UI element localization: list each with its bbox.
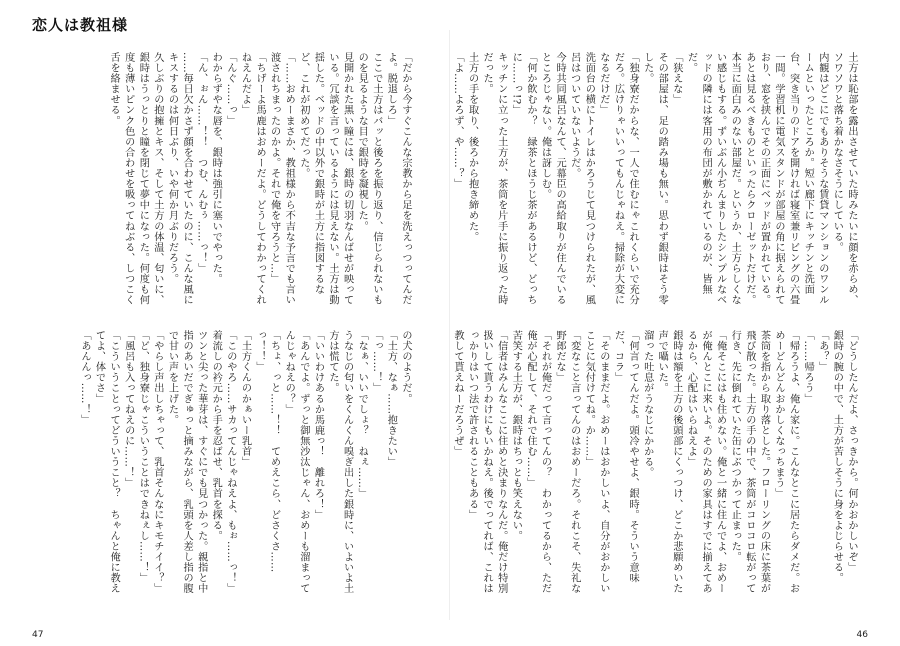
text-line: 「それが俺だって言ってんの？ わかってるから、ただ俺が心配して、それで住む……」 <box>524 330 551 594</box>
right-page-bottom-text <box>451 330 858 600</box>
page-number-left: 47 <box>32 630 44 640</box>
right-page <box>450 0 900 646</box>
text-line: 「このやろ……サカってんじゃねえよ、もぉ……っ！」 <box>224 330 236 594</box>
text-line: 「土方、なぁ……抱きたい」 <box>385 330 397 468</box>
text-line: 見開かれた黒い瞳には、銀時の切羽なんばせが映っている。冗談を言っているようには見えない。土方は動揺した。ベッドの中以外で銀時が土方に指図するなど、これが初めてだった。 <box>297 52 353 306</box>
text-line: 「何言ってんだよ。頭冷やせよ、銀時。そういう意味だ、コラ」 <box>612 330 639 584</box>
text-line: の犬のようだ。 <box>400 330 411 404</box>
text-line: わからずやな唇を、銀時は強引に塞いでやった。 <box>210 52 222 285</box>
text-line: その部屋は、足の踏み場も無い。思わず銀時はそう零した。 <box>641 52 668 306</box>
text-line: 内観はどこにでもありそうな賃貸マンションのワンルームといったところか。短い廊下にキッチンと洗面台、突き当りのドアを開ければ寝室兼リビングの六畳一間。学習机に電気スタンドが部屋の角に据えられており、窓を挟んでその正面にベッドが置かれている。あとは見るべきものといったらクローゼットだけだ。 <box>743 52 828 306</box>
text-line: 「いいわけあるか馬鹿っ！ 離れろ！」 <box>312 330 324 520</box>
right-page-top-text <box>451 52 858 314</box>
text-line: 「何か飲むか？ 緑茶とほうじ茶があるけど、どっちに……っ!?」 <box>510 52 536 306</box>
text-line: 「あんんっ……！」 <box>78 330 90 425</box>
left-page-top-text <box>32 52 412 314</box>
text-line: キッチンに立った土方が、茶筒を片手に振り返った時だった。 <box>481 52 507 306</box>
text-line: 「……帰ろう」 <box>802 330 814 404</box>
text-line: 土方は恥部を露出させていた時みたいに顔を赤らめ、ソワソワと落ち着かなさそうにしている。 <box>831 52 857 306</box>
text-line: 久しぶりの抱擁とキス、そして土方の体温、匂いに、銀時はうっとりと瞳を閉じて夢中になった。何度も何度も薄いピンク色の合わせを吸ってねぶる、しつこく舌を絡ませる。 <box>108 52 163 306</box>
text-line: 「やらし声出しちゃって、乳首そんなにキモチイイ？」 <box>151 330 163 594</box>
text-line: 「っ……！」 <box>370 330 382 394</box>
text-line: 「変なこと言ってんのはおめーだろ。それこそ、失礼な野郎だな」 <box>554 330 580 594</box>
text-line: 「風呂も入ってねえのに……！」 <box>122 330 134 489</box>
text-line: 「ど、独身寮じゃこういうことはできねぇし……！」 <box>137 330 149 584</box>
text-line: 「よ……よろず、や……？」 <box>451 52 463 190</box>
text-line: 「独身寮だからな、一人で住むにゃこれくらいで充分だろ。広けりゃいいってもんじゃねえ。掃除が大変になるだけだ」 <box>597 52 639 306</box>
text-line: 「土方くんのかぁいー乳首」 <box>239 330 251 468</box>
text-line: 「あんでよ。ずっと御無沙汰じゃん、おめーも溜まってんじゃねえの？」 <box>283 330 309 594</box>
text-line: ツンと尖った華芽は、すぐにでも見つかった。親指と中指のあいだでぎゅっと摘みながら、乳頭を人差し指の腹で甘い声を上げた。 <box>166 330 207 594</box>
text-line: 銀時の腕の中で、土方が苦しそうに身をよじらせる。 <box>831 330 843 584</box>
text-line: 「そのままだよ。おめーはおかしいよ、自分がおかしいことに気付けてね。か……」 <box>583 330 609 594</box>
text-line: 「狭えな」 <box>670 52 682 105</box>
text-line: 本当に面白みのない部屋だ。というか、土方らしくない感じもする。ずいぶん小ぢんまりしたシンプルなベッドの隣には客用の布団が敷かれているのが、皆無だ。 <box>685 52 741 306</box>
text-line: 「だから今すぐこんな宗教から足を洗えっつってんだよ。脱退しろ」 <box>385 52 411 306</box>
text-line: 「ん、ぉん……！！ つむ、んむぅ……っ！」 <box>195 52 207 274</box>
text-line: 今時共同風呂なんて、元幕臣の高給取りが住んでいるところじゃない。俺は訝しむ。 <box>539 52 566 306</box>
text-line: 「俺そこにはも住めない。俺と一緒に住んでよ、おめーが俺んとこに来いよ。そのための家具はすでに揃えてあるから、心配はいらねえよ」 <box>685 330 726 594</box>
text-line: 着流しの衿元から手を忍ばせ、乳首を探る。 <box>210 330 222 541</box>
text-line: 「ちげーよ馬鹿はおめーだよ。どうしてわかってくれねえんだよ」 <box>239 52 266 306</box>
text-line: 銀時は額を土方の後頭部にくっつけ、どこか悲願めいた声で囁いた。 <box>656 330 682 594</box>
text-line: 溜った吐息がうなじにかかる。 <box>641 330 653 478</box>
text-line: 「信者はみんなここに住めと決まりなんだ。俺だけ特別扱いして貰うわけにもいかねえ。後でってれば、これはっかりはいつ法で許されることもある」 <box>466 330 507 594</box>
page-number-right: 46 <box>856 630 868 640</box>
left-page-bottom-text <box>32 330 412 600</box>
text-line: 「んぐ……っ」 <box>224 52 236 126</box>
text-line: 「あ？」 <box>816 330 828 373</box>
text-line: うなじの匂いをくんくん嗅ぎ出した銀時に、いよいよ土方は慌てた。 <box>327 330 353 594</box>
text-line: ここで土方はバッと後ろを振り返り、信じられないものを見るような目で銀時を凝視した。 <box>356 52 382 306</box>
text-line: 土方の手を取り、後ろから抱き締めた。 <box>466 52 478 242</box>
text-line: 「帰ろうよ、俺ん家に。こんなとこに居たらダメだ。おめーどんどんおかしくなっちまう」 <box>773 330 799 594</box>
text-line: 「ちょ、っと……！！ てめえこら、どさくさ……っ！！」 <box>254 330 280 573</box>
text-line: 「どうしたんだよ、さっきから。何かおかしいぞ」 <box>846 330 857 573</box>
text-line: 茶筒を指から取り落とした。フローリングの床に茶葉が飛び散った。土方の手の中で、茶筒がコロコロ転がって行き、先に倒れていた缶にぶつかって止まった。 <box>729 330 770 594</box>
text-line: 教して貰えねーだろうぜ」 <box>451 330 463 457</box>
text-line: ……毎日欠かさず顔を合わせていたのに、こんな風にキスするのは何日ぶり、いや何か月ぶりだろう。 <box>166 52 193 306</box>
text-line: 「なぁ、いいでしょ？ ねぇ……」 <box>356 330 368 499</box>
text-line: 苦笑する土方が、銀時はちっとも笑えない。 <box>510 330 522 541</box>
text-line: 洗面台の横にトイレはかろうじて見つけられたが、風呂はついていないようだ。 <box>568 52 595 306</box>
text-line: 「……おめーまさか、教祖様から不吉な予言でも言い渡されちまったのかよ。それで俺を守ろうと…」 <box>268 52 295 306</box>
running-head-title: 恋人は教祖様 <box>32 16 129 34</box>
text-line: 「こういうことってどういうこと？ ちゃんと俺に教えてよ、体でさ」 <box>93 330 120 594</box>
